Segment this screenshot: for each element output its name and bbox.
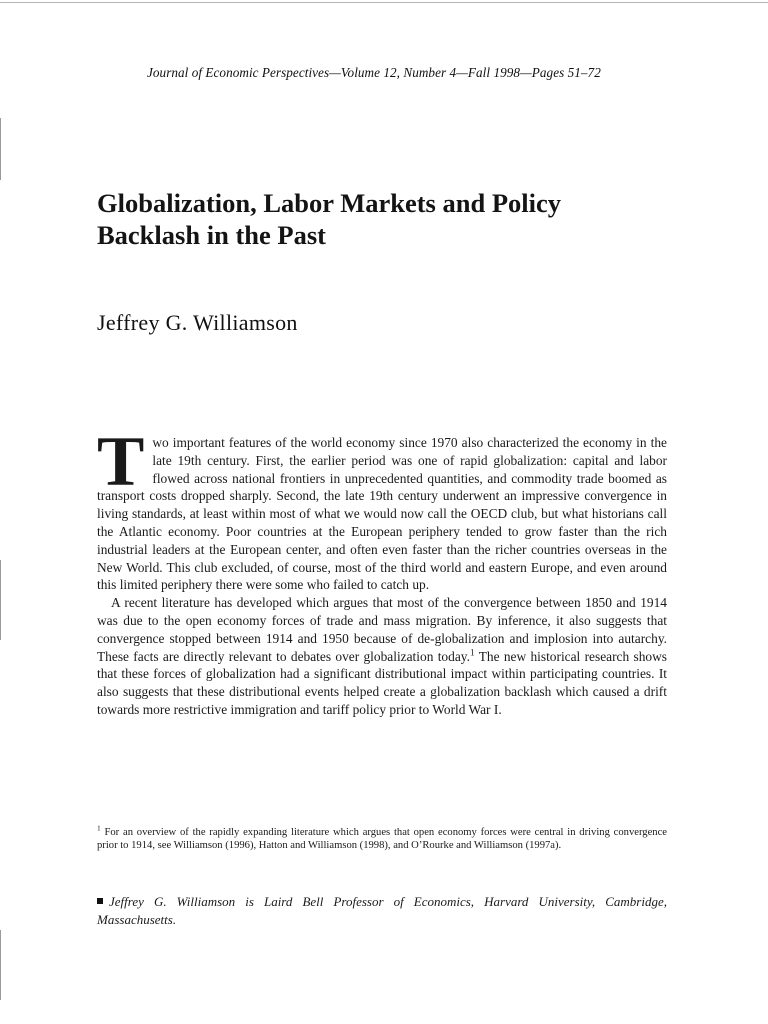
left-scan-mark-3 xyxy=(0,930,1,1000)
article-body xyxy=(97,423,667,719)
drop-cap: T xyxy=(97,423,145,501)
left-scan-mark-2 xyxy=(0,560,1,640)
paragraph-2 xyxy=(97,594,667,719)
footnote-ref-1[interactable]: 1 xyxy=(469,648,475,659)
paragraph-1 xyxy=(97,423,667,594)
paragraph-2-text-a: A recent literature has developed which argues that most of the convergence between 1850 and 1914 was due to the open economy forces of trade and mass migration. By inference, it also suggests that convergence stopped between 1914 and 1950 because of de-globalization and implosion into autarchy. These facts are directly relevant to debates over globalization today. xyxy=(97,595,667,664)
author-bio xyxy=(97,893,667,928)
article-title xyxy=(97,187,697,251)
author-name: Jeffrey G. Williamson xyxy=(97,310,298,335)
running-head: Journal of Economic Perspectives—Volume 12, Number 4—Fall 1998—Pages 51–72 xyxy=(147,65,601,80)
square-bullet-icon xyxy=(97,898,103,904)
left-scan-mark-1 xyxy=(0,118,1,180)
top-scan-rule xyxy=(0,2,768,3)
footnote-marker: 1 xyxy=(97,823,101,833)
footnote-text: For an overview of the rapidly expanding literature which argues that open economy forces were central in driving convergence prior to 1914, see Williamson (1996), Hatton and Williamson (1998), and O’Rourke and Williamson (1997a). xyxy=(97,827,667,852)
article-title-line-2: Backlash in the Past xyxy=(97,220,326,250)
article-title-line-1: Globalization, Labor Markets and Policy xyxy=(97,188,562,218)
author-bio-text: Jeffrey G. Williamson is Laird Bell Professor of Economics, Harvard University, Cambridge, Massachusetts. xyxy=(97,894,667,927)
paragraph-2-text-b: The new historical research shows that these forces of globalization had a significant distributional impact within participating countries. It also suggests that these distributional events helped create a globalization backlash which caused a drift towards more restrictive immigration and tariff policy prior to World War I. xyxy=(97,648,667,717)
paragraph-1-text: wo important features of the world economy since 1970 also characterized the economy in the late 19th century. First, the earlier period was one of rapid globalization: capital and labor flowed across national frontiers in unprecedented quantities, and commodity trade boomed as transport costs dropped sharply. Second, the late 19th century underwent an impressive convergence in living standards, at least within most of what we would now call the OECD club, but what historians call the Atlantic economy. Poor countries at the European periphery tended to grow faster than the rich industrial leaders at the European center, and often even faster than the richer countries overseas in the New World. This club excluded, of course, most of the third world and eastern Europe, and even around this limited periphery there were some who failed to catch up. xyxy=(97,435,667,593)
footnote-1 xyxy=(97,823,667,853)
